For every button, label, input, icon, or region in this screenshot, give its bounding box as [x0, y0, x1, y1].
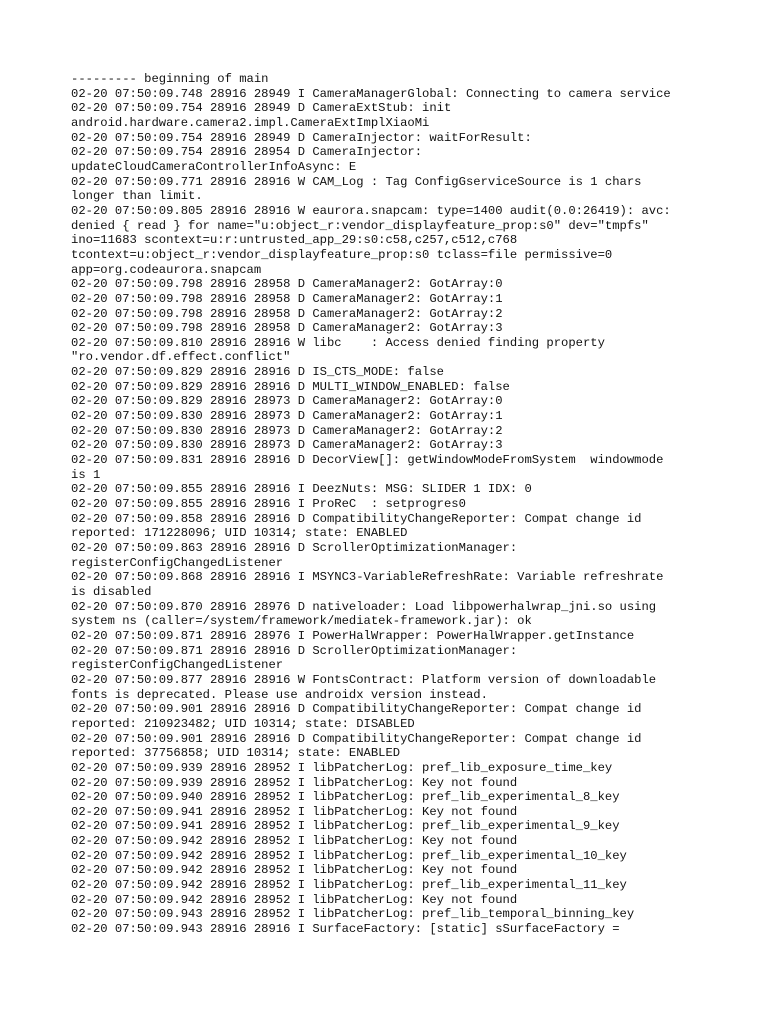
log-line: 02-20 07:50:09.942 28916 28952 I libPatcherLog: Key not found: [71, 863, 518, 878]
log-line: 02-20 07:50:09.748 28916 28949 I CameraManagerGlobal: Connecting to camera service: [71, 86, 671, 101]
log-line: 02-20 07:50:09.810 28916 28916 W libc : Access denied finding property: [71, 335, 605, 350]
log-line: fonts is deprecated. Please use androidx version instead.: [71, 687, 488, 702]
log-line: 02-20 07:50:09.831 28916 28916 D DecorView[]: getWindowModeFromSystem windowmode: [71, 453, 664, 468]
log-line: reported: 37756858; UID 10314; state: ENABLED: [71, 746, 401, 761]
log-line: 02-20 07:50:09.798 28916 28958 D CameraManager2: GotArray:3: [71, 321, 503, 336]
log-line: 02-20 07:50:09.942 28916 28952 I libPatcherLog: pref_lib_experimental_11_key: [71, 878, 627, 893]
log-line: 02-20 07:50:09.805 28916 28916 W eaurora.snapcam: type=1400 audit(0.0:26419): avc:: [71, 203, 671, 218]
log-line: reported: 210923482; UID 10314; state: DISABLED: [71, 716, 415, 731]
log-line: longer than limit.: [71, 189, 203, 204]
log-line: 02-20 07:50:09.855 28916 28916 I DeezNuts: MSG: SLIDER 1 IDX: 0: [71, 482, 532, 497]
log-line: 02-20 07:50:09.871 28916 28976 I PowerHalWrapper: PowerHalWrapper.getInstance: [71, 628, 635, 643]
log-line: 02-20 07:50:09.871 28916 28916 D ScrollerOptimizationManager:: [71, 643, 518, 658]
log-line: 02-20 07:50:09.941 28916 28952 I libPatcherLog: Key not found: [71, 804, 518, 819]
log-line: 02-20 07:50:09.863 28916 28916 D ScrollerOptimizationManager:: [71, 541, 518, 555]
log-line: registerConfigChangedListener: [71, 658, 284, 673]
log-line: 02-20 07:50:09.829 28916 28973 D CameraManager2: GotArray:0: [71, 394, 503, 409]
log-line: app=org.codeaurora.snapcam: [71, 262, 262, 277]
log-line: 02-20 07:50:09.868 28916 28916 I MSYNC3-VariableRefreshRate: Variable refreshrate: [71, 570, 664, 585]
log-line: 02-20 07:50:09.754 28916 28949 D CameraInjector: waitForResult:: [71, 130, 532, 145]
log-line: ino=11683 scontext=u:r:untrusted_app_29:s0:c58,c257,c512,c768: [71, 233, 518, 248]
log-line: tcontext=u:object_r:vendor_displayfeature_prop:s0 tclass=file permissive=0: [71, 247, 613, 262]
log-line: 02-20 07:50:09.901 28916 28916 D CompatibilityChangeReporter: Compat change id: [71, 731, 642, 746]
log-line: android.hardware.camera2.impl.CameraExtImplXiaoMi: [71, 115, 430, 130]
log-line: 02-20 07:50:09.943 28916 28916 I SurfaceFactory: [static] sSurfaceFactory =: [71, 922, 620, 937]
log-line: reported: 171228096; UID 10314; state: ENABLED: [71, 526, 408, 541]
log-line: 02-20 07:50:09.858 28916 28916 D CompatibilityChangeReporter: Compat change id: [71, 511, 642, 526]
log-line: 02-20 07:50:09.829 28916 28916 D MULTI_WINDOW_ENABLED: false: [71, 379, 510, 394]
log-line: 02-20 07:50:09.870 28916 28976 D nativeloader: Load libpowerhalwrap_jni.so using: [71, 599, 657, 614]
log-line: 02-20 07:50:09.829 28916 28916 D IS_CTS_MODE: false: [71, 365, 444, 380]
log-line: 02-20 07:50:09.771 28916 28916 W CAM_Log : Tag ConfigGserviceSource is 1 chars: [71, 174, 642, 189]
log-line: 02-20 07:50:09.877 28916 28916 W FontsContract: Platform version of downloadable: [71, 672, 657, 687]
log-line: 02-20 07:50:09.754 28916 28949 D CameraExtStub: init: [71, 101, 452, 116]
log-line: updateCloudCameraControllerInfoAsync: E: [71, 159, 357, 174]
log-line: 02-20 07:50:09.798 28916 28958 D CameraManager2: GotArray:2: [71, 306, 503, 321]
log-line: 02-20 07:50:09.754 28916 28954 D CameraInjector:: [71, 145, 423, 160]
log-line: is disabled: [71, 584, 152, 599]
log-line: 02-20 07:50:09.942 28916 28952 I libPatcherLog: Key not found: [71, 892, 518, 907]
log-line: 02-20 07:50:09.942 28916 28952 I libPatcherLog: Key not found: [71, 834, 518, 849]
log-line: 02-20 07:50:09.830 28916 28973 D CameraManager2: GotArray:2: [71, 423, 503, 438]
log-line: 02-20 07:50:09.939 28916 28952 I libPatcherLog: Key not found: [71, 775, 518, 790]
log-line: 02-20 07:50:09.940 28916 28952 I libPatcherLog: pref_lib_experimental_8_key: [71, 790, 620, 805]
log-text: [71, 72, 711, 937]
log-line: 02-20 07:50:09.798 28916 28958 D CameraManager2: GotArray:1: [71, 291, 503, 306]
log-line: 02-20 07:50:09.901 28916 28916 D CompatibilityChangeReporter: Compat change id: [71, 702, 642, 717]
log-line: is 1: [71, 467, 101, 482]
log-line: 02-20 07:50:09.830 28916 28973 D CameraManager2: GotArray:3: [71, 438, 503, 453]
log-line: 02-20 07:50:09.855 28916 28916 I ProReC : setprogres0: [71, 497, 466, 512]
log-line: 02-20 07:50:09.939 28916 28952 I libPatcherLog: pref_lib_exposure_time_key: [71, 760, 613, 775]
log-line: 02-20 07:50:09.943 28916 28952 I libPatcherLog: pref_lib_temporal_binning_key: [71, 907, 635, 922]
log-line: --------- beginning of main: [71, 72, 269, 86]
log-line: 02-20 07:50:09.941 28916 28952 I libPatcherLog: pref_lib_experimental_9_key: [71, 819, 620, 834]
log-line: "ro.vendor.df.effect.conflict": [71, 350, 291, 365]
log-line: registerConfigChangedListener: [71, 555, 284, 570]
log-line: 02-20 07:50:09.830 28916 28973 D CameraManager2: GotArray:1: [71, 409, 503, 424]
log-line: system ns (caller=/system/framework/mediatek-framework.jar): ok: [71, 614, 532, 629]
log-line: 02-20 07:50:09.942 28916 28952 I libPatcherLog: pref_lib_experimental_10_key: [71, 848, 627, 863]
log-line: 02-20 07:50:09.798 28916 28958 D CameraManager2: GotArray:0: [71, 277, 503, 292]
log-line: denied { read } for name="u:object_r:vendor_displayfeature_prop:s0" dev="tmpfs": [71, 218, 649, 233]
